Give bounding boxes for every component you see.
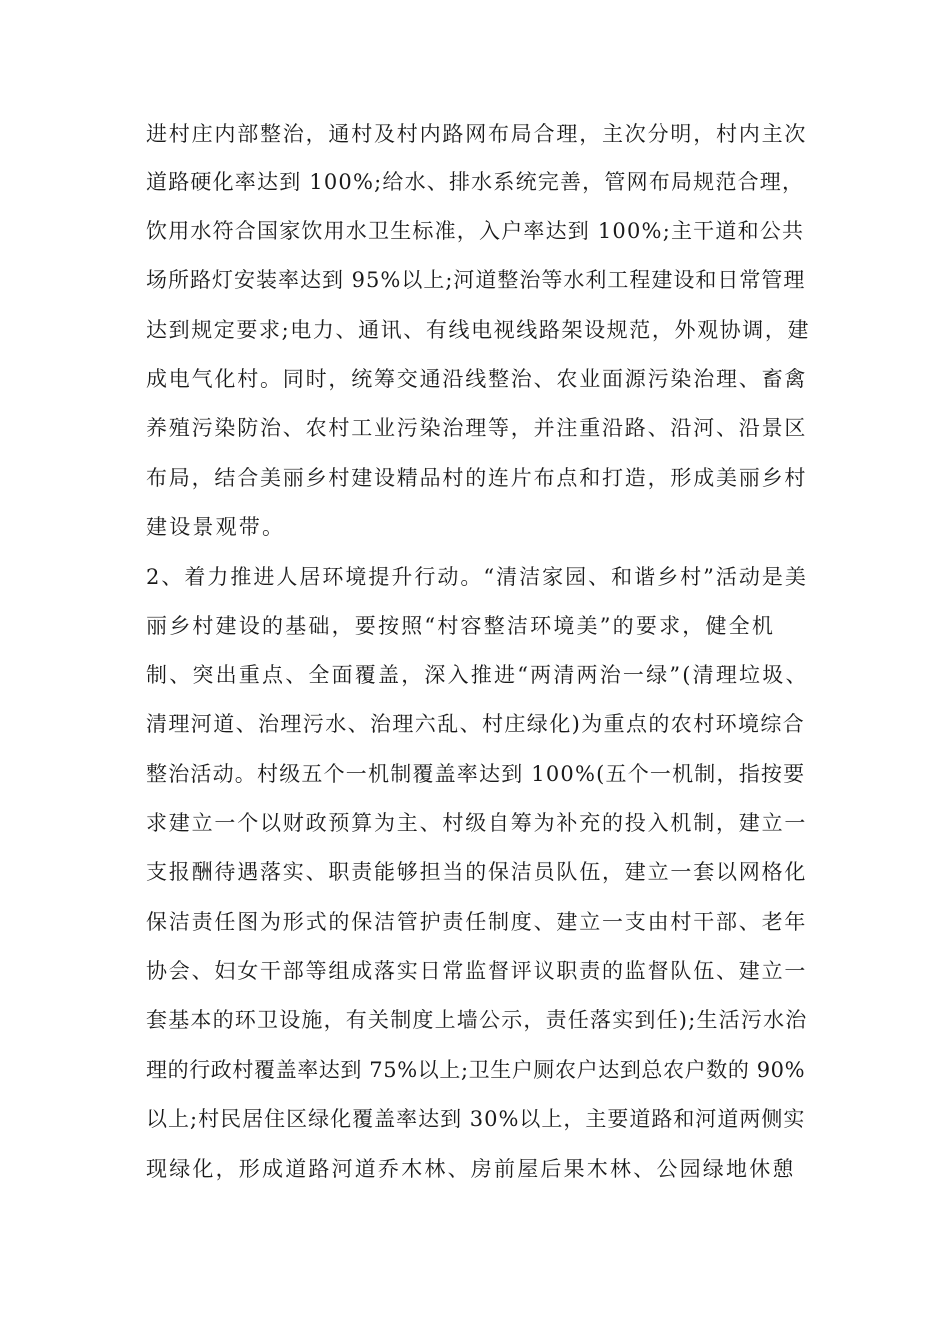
text-line: 现绿化，形成道路河道乔木林、房前屋后果木林、公园绿地休憩 — [146, 1157, 796, 1181]
text-line: 丽乡村建设的基础，要按照“村容整洁环境美”的要求，健全机 — [146, 614, 776, 638]
text-line: 套基本的环卫设施，有关制度上墙公示，责任落实到任);生活污水治 — [146, 1008, 808, 1032]
text-line: 进村庄内部整治，通村及村内路网布局合理，主次分明，村内主次 — [146, 122, 808, 146]
text-line: 整治活动。村级五个一机制覆盖率达到 100%(五个一机制，指按要 — [146, 762, 806, 786]
text-line: 建设景观带。 — [146, 515, 286, 539]
text-line: 道路硬化率达到 100%;给水、排水系统完善，管网布局规范合理， — [146, 170, 805, 194]
text-line: 清理河道、治理污水、治理六乱、村庄绿化)为重点的农村环境综合 — [146, 712, 806, 736]
text-line: 保洁责任图为形式的保洁管护责任制度、建立一支由村干部、老年 — [146, 910, 808, 934]
text-line: 2、着力推进人居环境提升行动。“清洁家园、和谐乡村”活动是美 — [146, 565, 808, 589]
text-line: 达到规定要求;电力、通讯、有线电视线路架设规范，外观协调，建 — [146, 318, 811, 342]
text-line: 协会、妇女干部等组成落实日常监督评议职责的监督队伍、建立一 — [146, 959, 808, 983]
text-line: 布局，结合美丽乡村建设精品村的连片布点和打造，形成美丽乡村 — [146, 466, 808, 490]
text-line: 制、突出重点、全面覆盖，深入推进“两清两治一绿”(清理垃圾、 — [146, 663, 809, 687]
text-line: 以上;村民居住区绿化覆盖率达到 30%以上，主要道路和河道两侧实 — [146, 1107, 806, 1131]
text-line: 场所路灯安装率达到 95%以上;河道整治等水利工程建设和日常管理 — [146, 268, 806, 292]
text-line: 成电气化村。同时，统筹交通沿线整治、农业面源污染治理、畜禽 — [146, 367, 808, 391]
text-line: 养殖污染防治、农村工业污染治理等，并注重沿路、沿河、沿景区 — [146, 416, 808, 440]
text-line: 支报酬待遇落实、职责能够担当的保洁员队伍，建立一套以网格化 — [146, 860, 808, 884]
text-line: 求建立一个以财政预算为主、村级自筹为补充的投入机制，建立一 — [146, 811, 808, 835]
text-line: 饮用水符合国家饮用水卫生标准，入户率达到 100%;主干道和公共 — [146, 219, 805, 243]
text-line: 理的行政村覆盖率达到 75%以上;卫生户厕农户达到总农户数的 90% — [146, 1058, 806, 1082]
